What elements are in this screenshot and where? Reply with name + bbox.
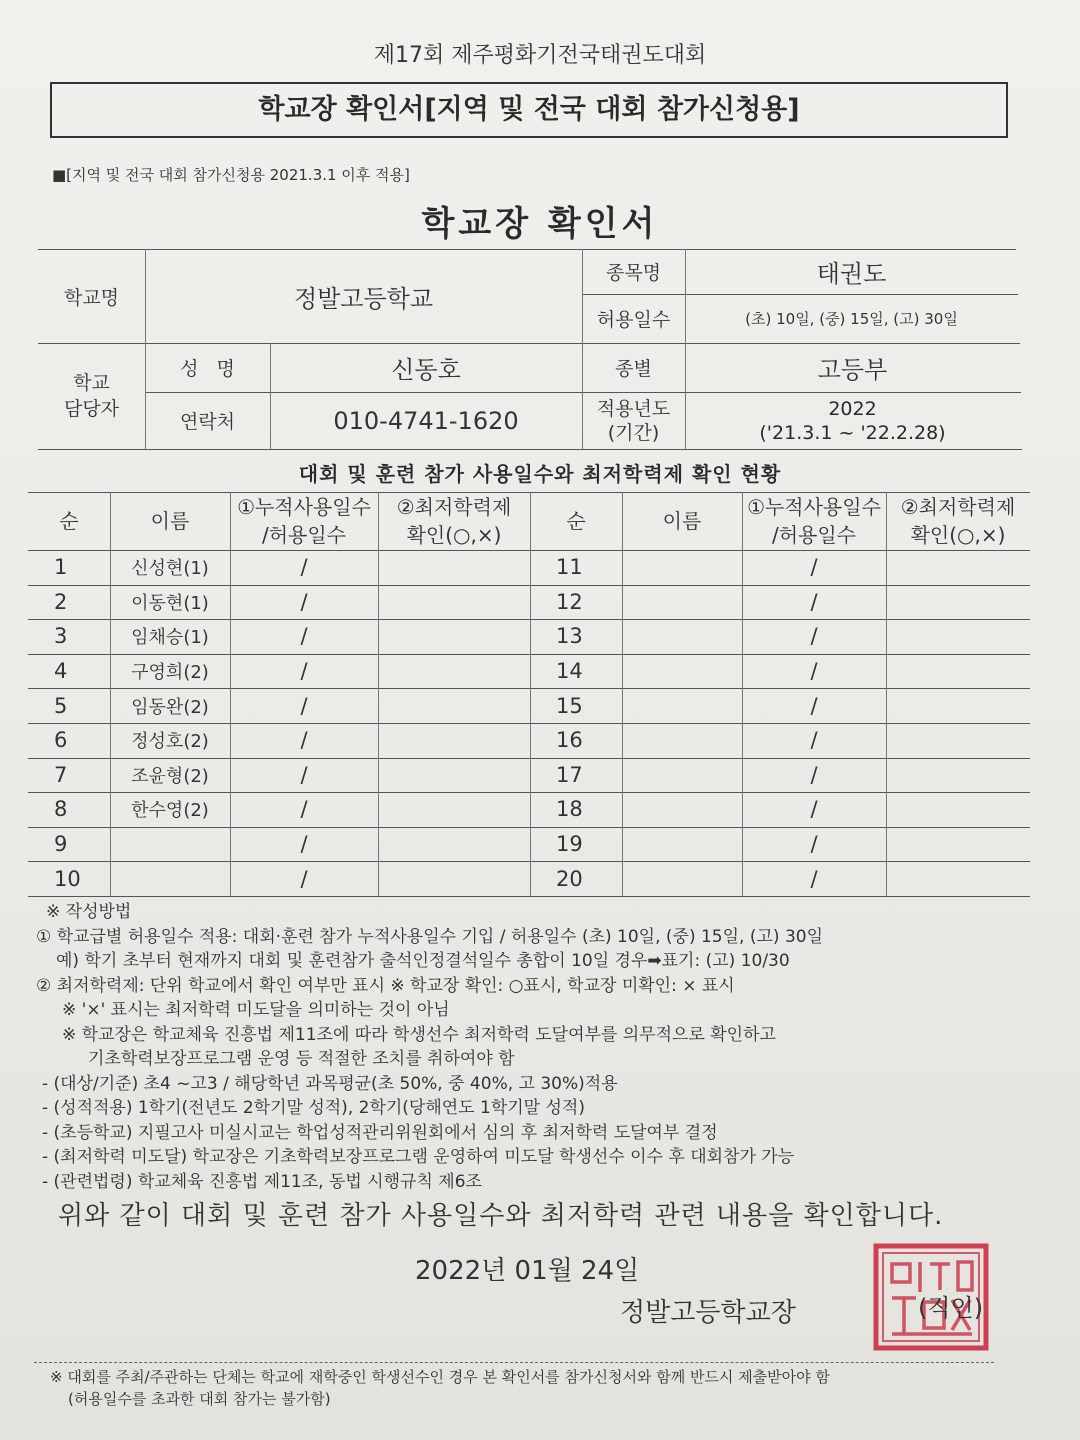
table-rule: [886, 492, 887, 896]
days-fraction: /: [300, 659, 308, 684]
athlete-name: [622, 758, 742, 793]
days-fraction: /: [300, 728, 308, 753]
header-check: ②최저학력제 확인(○,×): [396, 495, 512, 547]
instruction-line: ② 최저학력제: 단위 학교에서 확인 여부만 표시 ※ 학교장 확인: ○표시, 학교장 미확인: × 표시: [36, 975, 735, 996]
instruction-line: 예) 학기 초부터 현재까지 대회 및 훈련참가 출석인정결석일수 총합이 10일 경우➡표기: (고) 10/30: [56, 951, 790, 971]
sport-label: 종목명: [605, 262, 662, 284]
days-fraction: /: [810, 555, 818, 580]
manager-name-value: 신동호: [391, 356, 461, 384]
athlete-name: [622, 688, 742, 723]
instructions-heading: ※ 작성방법: [46, 902, 132, 922]
days-fraction: /: [810, 659, 818, 684]
days-fraction: /: [810, 832, 818, 857]
header-days: ①누적사용일수 /허용일수: [237, 495, 371, 547]
athlete-name: 조윤형(2): [131, 765, 209, 787]
days-fraction: /: [810, 866, 818, 891]
applicability-note: ■[지역 및 전국 대회 참가신청용 2021.3.1 이후 적용]: [52, 166, 410, 184]
athlete-name: [110, 827, 230, 862]
instruction-line: ① 학교급별 허용일수 적용: 대회·훈련 참가 누적사용일수 기입 / 허용일수 (초) 10일, (중) 15일, (고) 30일: [36, 926, 824, 947]
row-number: 20: [556, 866, 583, 891]
instruction-line: - (관련법령) 학교체육 진흥법 제11조, 동법 시행규칙 제6조: [42, 1171, 482, 1192]
footnote-divider: [34, 1362, 994, 1363]
header-days: ①누적사용일수 /허용일수: [747, 495, 881, 547]
contact-label: 연락처: [179, 411, 236, 433]
days-fraction: /: [810, 728, 818, 753]
header-name: 이름: [662, 509, 702, 533]
days-fraction: /: [810, 797, 818, 822]
footnote-line: ※ 대회를 주최/주관하는 단체는 학교에 재학중인 학생선수인 경우 본 확인서를 참가신청서와 함께 반드시 제출받아야 함: [50, 1368, 830, 1386]
event-title: 제17회 제주평화기전국태권도대회: [373, 43, 707, 68]
instruction-line: 기초학력보장프로그램 운영 등 적절한 조치를 취하여야 함: [88, 1049, 515, 1069]
athlete-name: 한수영(2): [131, 800, 209, 822]
allow-days-value: (초) 10일, (중) 15일, (고) 30일: [745, 310, 958, 328]
section-title: 대회 및 훈련 참가 사용일수와 최저학력제 확인 현황: [298, 462, 782, 486]
athlete-name: [622, 861, 742, 896]
row-number: 19: [556, 832, 583, 857]
manager-name-label: 성 명: [180, 358, 235, 380]
row-number: 4: [54, 659, 68, 684]
athlete-name: [622, 723, 742, 758]
row-number: 8: [54, 797, 68, 822]
instruction-line: - (초등학교) 지필고사 미실시교는 학업성적관리위원회에서 심의 후 최저학력 도달여부 결정: [42, 1122, 718, 1143]
athlete-name: 임동완(2): [131, 696, 209, 718]
days-fraction: /: [300, 555, 308, 580]
row-number: 17: [556, 762, 583, 787]
days-fraction: /: [300, 797, 308, 822]
instruction-line: ※ '×' 표시는 최저학력 미도달을 의미하는 것이 아님: [62, 1000, 450, 1020]
sport-value: 태권도: [816, 260, 887, 288]
row-number: 11: [556, 555, 583, 580]
athlete-name: [622, 827, 742, 862]
row-number: 15: [556, 693, 583, 718]
days-fraction: /: [300, 866, 308, 891]
form-title-box: 학교장 확인서[지역 및 전국 대회 참가신청용]: [50, 82, 1008, 138]
athlete-name: 정성호(2): [131, 731, 209, 753]
table-rule: [378, 492, 379, 896]
school-name-value: 정발고등학교: [293, 284, 434, 313]
instruction-line: ※ 학교장은 학교체육 진흥법 제11조에 따라 학생선수 최저학력 도달여부를 의무적으로 확인하고: [62, 1024, 776, 1045]
row-number: 6: [54, 728, 68, 753]
seal-mark: (직인): [918, 1294, 984, 1322]
footnote-line: (허용일수를 초과한 대회 참가는 불가함): [68, 1390, 331, 1408]
division-label: 종별: [615, 358, 652, 380]
row-number: 1: [54, 555, 68, 580]
athlete-name: [622, 792, 742, 827]
contact-value: 010-4741-1620: [333, 406, 519, 435]
row-number: 7: [54, 762, 68, 787]
row-number: 18: [556, 797, 583, 822]
athlete-name: [622, 619, 742, 654]
row-number: 14: [556, 659, 583, 684]
days-fraction: /: [300, 624, 308, 649]
instruction-line: - (성적적용) 1학기(전년도 2학기말 성적), 2학기(당해연도 1학기말 성적): [42, 1098, 585, 1118]
days-fraction: /: [300, 832, 308, 857]
info-rule: [38, 449, 1022, 450]
athlete-name: [622, 654, 742, 689]
athlete-name: [622, 585, 742, 620]
days-fraction: /: [300, 762, 308, 787]
row-number: 5: [54, 693, 68, 718]
row-number: 9: [54, 832, 68, 857]
principal-title: 정발고등학교장: [620, 1298, 796, 1328]
header-name: 이름: [150, 509, 190, 533]
footnote: [50, 1366, 830, 1410]
table-rule: [28, 896, 1030, 897]
row-number: 10: [54, 866, 81, 891]
row-number: 3: [54, 624, 68, 649]
header-no: 순: [566, 509, 586, 533]
signature-date: 2022년 01월 24일: [415, 1256, 640, 1286]
school-name-label: 학교명: [63, 286, 120, 309]
athlete-name: 임채승(1): [131, 627, 209, 649]
days-fraction: /: [810, 624, 818, 649]
header-no: 순: [59, 509, 79, 533]
document-title: 학교장 확인서: [421, 204, 659, 244]
athlete-name: 신성현(1): [131, 558, 209, 580]
athlete-name: [622, 550, 742, 585]
days-fraction: /: [810, 589, 818, 614]
athlete-name: 구영희(2): [131, 662, 209, 684]
days-fraction: /: [300, 693, 308, 718]
days-fraction: /: [810, 762, 818, 787]
period-label: 적용년도 (기간): [596, 397, 671, 444]
division-value: 고등부: [817, 356, 888, 384]
header-check: ②최저학력제 확인(○,×): [900, 495, 1016, 547]
row-number: 2: [54, 589, 68, 614]
row-number: 13: [556, 624, 583, 649]
athlete-name: 이동현(1): [131, 592, 209, 614]
athlete-name: [110, 861, 230, 896]
row-number: 12: [556, 589, 583, 614]
confirmation-statement: 위와 같이 대회 및 훈련 참가 사용일수와 최저학력 관련 내용을 확인합니다.: [58, 1201, 944, 1231]
instructions: [36, 900, 1046, 1194]
period-value: 2022 ('21.3.1 ~ '22.2.28): [759, 397, 946, 444]
days-fraction: /: [810, 693, 818, 718]
row-number: 16: [556, 728, 583, 753]
days-fraction: /: [300, 589, 308, 614]
instruction-line: - (대상/기준) 초4 ~고3 / 해당학년 과목평균(초 50%, 중 40%, 고 30%)적용: [42, 1073, 618, 1094]
manager-label: 학교 담당자: [63, 372, 120, 420]
allow-days-label: 허용일수: [596, 309, 671, 331]
instruction-line: - (최저학력 미도달) 학교장은 기초학력보장프로그램 운영하여 미도달 학생선수 이수 후 대회참가 가능: [42, 1147, 795, 1167]
